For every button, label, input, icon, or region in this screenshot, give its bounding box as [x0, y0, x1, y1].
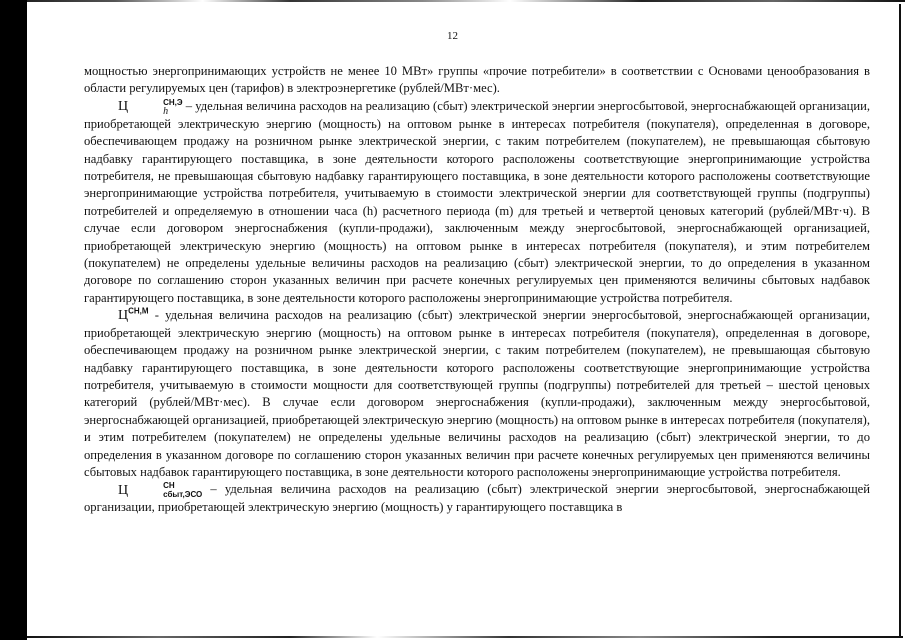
symbol-subscript: h — [163, 105, 169, 117]
symbol-superscript: СН,Э — [163, 97, 183, 107]
paragraph-definition-sn-m — [84, 307, 870, 481]
document-body — [84, 63, 870, 517]
paragraph-continuation — [84, 63, 870, 98]
scan-bottom-edge — [27, 636, 903, 638]
paragraph-text: – удельная величина расходов на реализацию (сбыт) электрической энергии энергосбытовой, энергоснабжающей организации, приобретающей электрическую энергию (мощность) у гарантирующего поставщика в — [84, 482, 870, 515]
paragraph-definition-sn-e — [84, 98, 870, 307]
paragraph-text: – удельная величина расходов на реализацию (сбыт) электрической энергии энергосбытовой, энергоснабжающей организации, приобретающей электрическую энергию (мощность) на оптовом рынке в интересах потребителя (покупателя), определенная в договоре, обеспечивающем продажу на розничном рынке электрической энергии, с таким потребителем (покупателем), не превышающая сбытовую надбавку гарантирующего поставщика, в зоне деятельности которого расположены соответствующие энергопринимающие устройства потребителя, не превышающая сбытовую надбавку гарантирующего поставщика, в зоне деятельности которого расположены соответствующие энергопринимающие устройства потребителя, учитываемую в стоимости электрической энергии для соответствующей группы (подгруппы) потребителей и определяемую в отношении часа (h) расчетного периода (m) для третьей и четвертой ценовых категорий (рублей/МВт·ч). В случае если договором энергоснабжения (купли-продажи), заключенным между энергосбытовой, энергоснабжающей организацией, приобретающей электрическую энергию (мощность) на оптовом рынке в интересах потребителя (покупателя), и этим потребителем (покупателем) не определены удельные величины расходов на реализацию (сбыт) электрической энергии, то до определения в указанном договоре по соглашению сторон указанных величин при расчете конечных регулируемых цен применяются величины сбытовых надбавок гарантирующего поставщика, в зоне деятельности которого расположены энергопринимающие устройства потребителя. — [84, 99, 870, 305]
scan-right-edge — [899, 4, 901, 636]
scan-left-margin — [0, 0, 27, 640]
formula-symbol-sn-e — [118, 97, 183, 117]
paragraph-text: - удельная величина расходов на реализацию (сбыт) электрической энергии энергосбытовой, энергоснабжающей организации, приобретающей электрическую энергию (мощность) на оптовом рынке в интересах потребителя (покупателя), определенная в договоре, обеспечивающем продажу на розничном рынке электрической энергии, с таким потребителем (покупателем), не превышающая сбытовую надбавку гарантирующего поставщика, в зоне деятельности которого расположены соответствующие энергопринимающие устройства потребителя, учитываемую в стоимости мощности для соответствующей группы (подгруппы) потребителей для третьей – шестой ценовых категорий (рублей/МВт·мес). В случае если договором энергоснабжения (купли-продажи), заключенным между энергосбытовой, энергоснабжающей организацией, приобретающей электрическую энергию (мощность) на оптовом рынке в интересах потребителя (покупателя), и этим потребителем (покупателем) не определены удельные величины расходов на реализацию (сбыт) электрической энергии, то до определения в указанном договоре по соглашению сторон указанных величин при расчете конечных регулируемых цен применяются величины сбытовых надбавок гарантирующего поставщика, в зоне деятельности которого расположены энергопринимающие устройства потребителя. — [84, 308, 870, 479]
scan-top-edge — [27, 0, 905, 2]
symbol-superscript: СН,М — [128, 306, 149, 316]
formula-symbol-sbyt-eso — [118, 483, 202, 498]
symbol-superscript: СН — [163, 481, 175, 491]
symbol-base: Ц — [118, 308, 129, 324]
paragraph-text: мощностью энергопринимающих устройств не менее 10 МВт» группы «прочие потребители» в соответствии с Основами ценообразования в области регулируемых цен (тарифов) в электроэнергетике (рублей/МВт·мес). — [84, 64, 870, 96]
page-number: 12 — [447, 30, 458, 42]
symbol-base: Ц — [118, 99, 129, 115]
formula-symbol-sn-m — [118, 308, 149, 323]
symbol-indices — [129, 98, 182, 116]
symbol-indices — [129, 481, 202, 499]
paragraph-definition-sbyt-eso — [84, 481, 870, 516]
symbol-base: Ц — [118, 482, 129, 498]
symbol-subscript: сбыт,ЭСО — [163, 490, 203, 500]
